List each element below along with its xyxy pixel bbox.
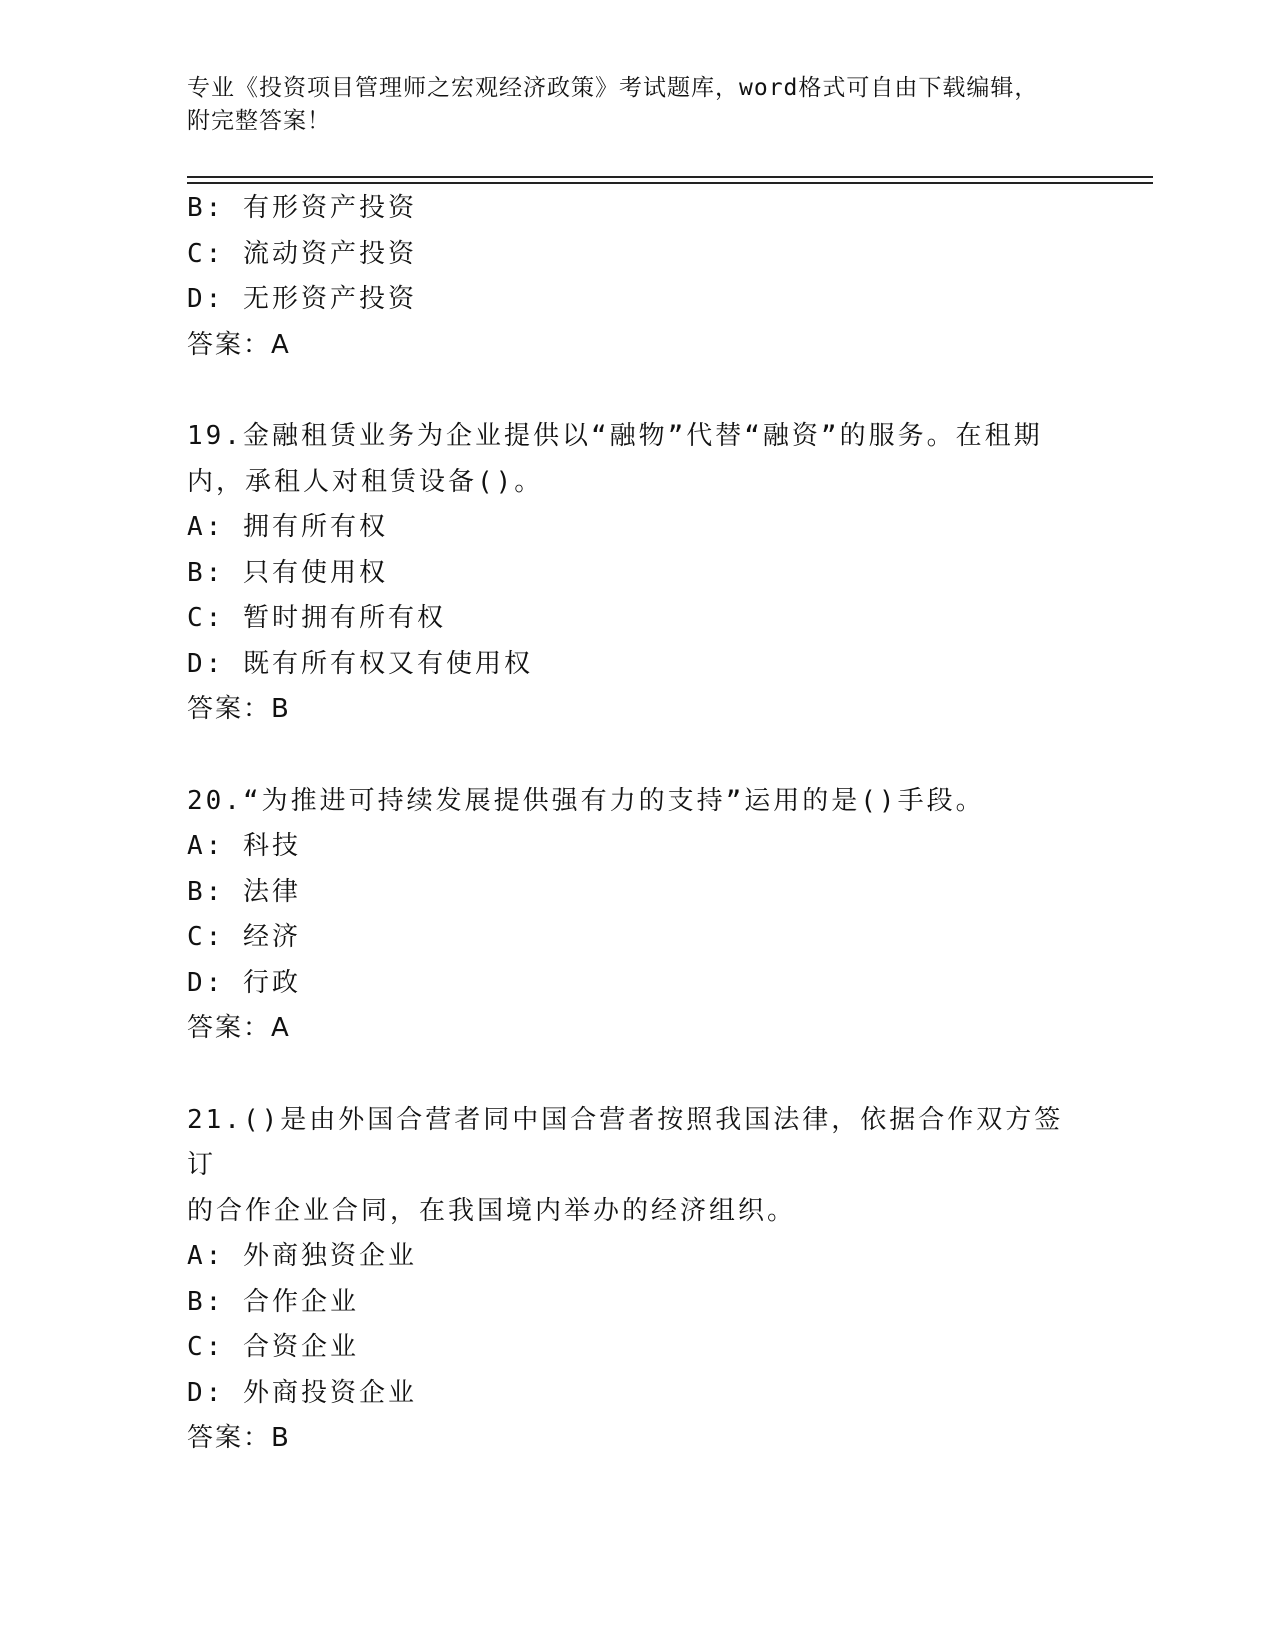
answer-label: 答案：B (187, 1423, 291, 1453)
option-b: B: 法律 (187, 876, 301, 907)
question-stem-line-1: 21.()是由外国合营者同中国合营者按照我国法律，依据合作双方签订 (187, 1104, 1064, 1180)
option-a: A: 拥有所有权 (187, 512, 388, 542)
question-stem-line-2: 的合作企业合同，在我国境内举办的经济组织。 (187, 1195, 797, 1226)
question-20 (187, 779, 1087, 1052)
option-c: C: 流动资产投资 (187, 238, 417, 269)
option-d: D: 行政 (187, 967, 301, 998)
question-stem-line-1: 19.金融租赁业务为企业提供以“融物”代替“融资”的服务。在租期 (187, 421, 1043, 451)
option-d: D: 无形资产投资 (187, 284, 417, 314)
header-divider-top (187, 176, 1153, 178)
option-a: A: 科技 (187, 831, 301, 861)
option-b: B: 只有使用权 (187, 557, 388, 588)
header-line-1: 专业《投资项目管理师之宏观经济政策》考试题库，word格式可自由下载编辑， (187, 75, 1039, 101)
option-b: B: 合作企业 (187, 1286, 359, 1317)
question-21 (187, 1098, 1087, 1462)
header-divider-bottom (187, 182, 1153, 184)
question-stem-line-1: 20.“为推进可持续发展提供强有力的支持”运用的是()手段。 (187, 785, 985, 816)
option-c: C: 经济 (187, 922, 301, 952)
header-line-2: 附完整答案！ (187, 108, 331, 134)
option-c: C: 暂时拥有所有权 (187, 603, 446, 633)
option-d: D: 外商投资企业 (187, 1377, 417, 1408)
question-stem-line-2: 内，承租人对租赁设备()。 (187, 466, 544, 497)
answer-label: 答案：B (187, 694, 291, 724)
option-c: C: 合资企业 (187, 1332, 359, 1362)
answer-label: 答案：A (187, 1013, 291, 1043)
option-d: D: 既有所有权又有使用权 (187, 648, 533, 679)
option-a: A: 外商独资企业 (187, 1241, 417, 1271)
option-b: B: 有形资产投资 (187, 193, 417, 223)
question-18-tail (187, 186, 1087, 368)
answer-label: 答案：A (187, 329, 291, 360)
question-19 (187, 414, 1087, 733)
document-header (187, 72, 1087, 138)
question-list (187, 186, 1087, 1462)
